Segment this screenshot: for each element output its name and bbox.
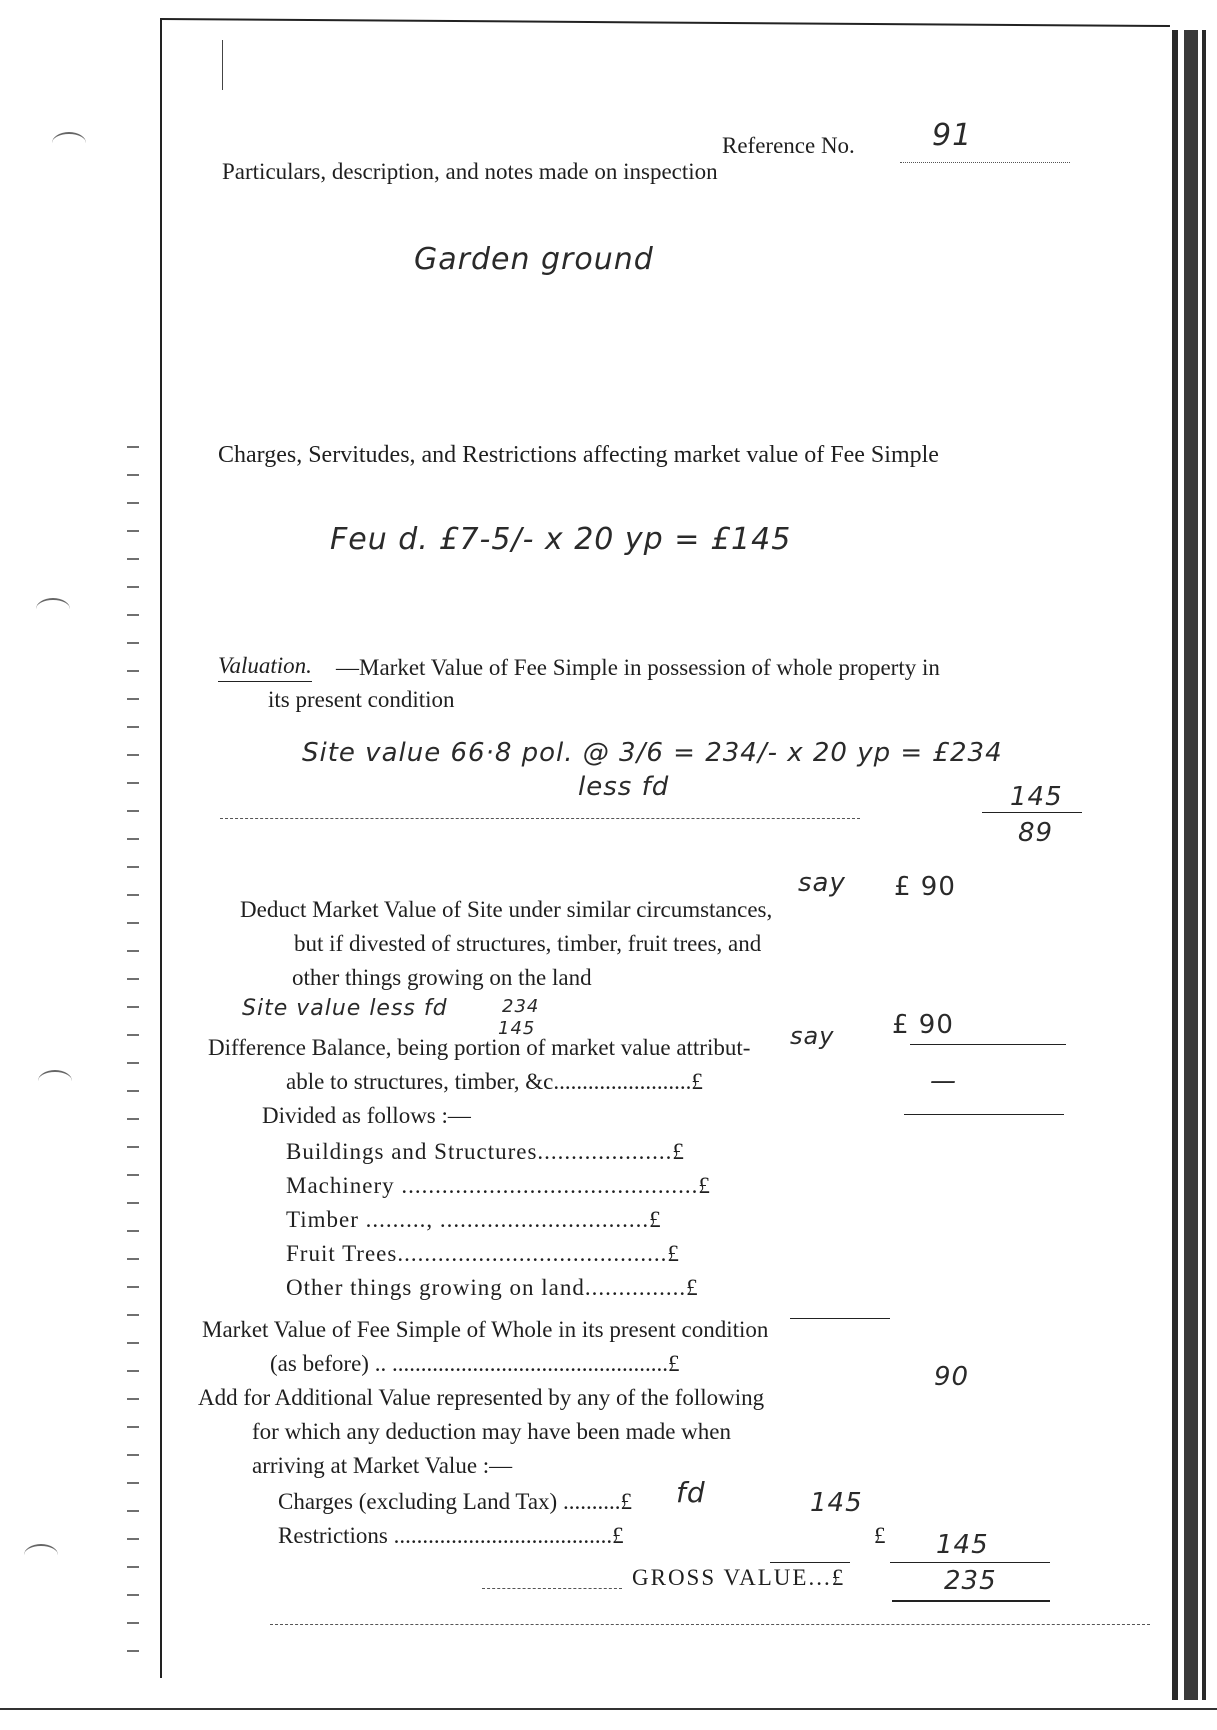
- difference-line-1: Difference Balance, being portion of market value attribut-: [208, 1035, 751, 1060]
- reference-label: Reference No.: [722, 133, 855, 158]
- amount-2: £ 90: [892, 1010, 954, 1040]
- valuation-feu-figure: 145: [1010, 782, 1063, 812]
- valuation-label-line-1: —Market Value of Fee Simple in possession of whole property in: [336, 655, 940, 680]
- add-line-1: Add for Additional Value represented by any of the following: [198, 1385, 765, 1410]
- difference-underline: [904, 1114, 1064, 1115]
- bottom-separator: [270, 1624, 1150, 1625]
- divided-item-machinery: Machinery ............................................£: [286, 1173, 711, 1198]
- restrictions-pound: £: [874, 1523, 886, 1548]
- gross-value-label: GROSS VALUE...£: [632, 1565, 846, 1590]
- market-line-2: (as before) .. ................................................£: [270, 1351, 680, 1376]
- divided-item-other: Other things growing on land...............£: [286, 1275, 699, 1300]
- amount-1: £ 90: [894, 872, 956, 902]
- difference-line-2: able to structures, timber, &c........................£: [286, 1069, 703, 1094]
- punch-hole-mark: [38, 1070, 72, 1092]
- valuation-less-feu: less fd: [578, 772, 670, 802]
- punch-hole-mark: [24, 1544, 58, 1566]
- add-line-3: arriving at Market Value :—: [252, 1453, 513, 1478]
- charges-item-note: fd: [676, 1476, 706, 1509]
- restrictions-item: Restrictions ......................................£: [278, 1523, 624, 1548]
- divided-item-timber: Timber ........., ...............................£: [286, 1207, 662, 1232]
- margin-ticks: [127, 420, 139, 1670]
- say-note-1: say: [798, 868, 846, 898]
- punch-hole-mark: [52, 132, 86, 154]
- particulars-note: Garden ground: [414, 242, 654, 277]
- page-inner-mark: [222, 40, 223, 90]
- reference-underline: [900, 162, 1070, 163]
- difference-amount: —: [930, 1066, 957, 1096]
- valuation-heading: Valuation.: [218, 652, 312, 682]
- gross-value-amount: 235: [944, 1566, 997, 1596]
- reference-value: 91: [932, 118, 973, 153]
- charges-item: Charges (excluding Land Tax) ..........£: [278, 1489, 632, 1514]
- deduct-line-2: but if divested of structures, timber, fruit trees, and: [294, 931, 762, 956]
- valuation-calculation: Site value 66·8 pol. @ 3/6 = 234/- x 20 yp = £234: [302, 738, 1003, 768]
- valuation-net-figure: 89: [1018, 818, 1054, 848]
- particulars-label: Particulars, description, and notes made on inspection: [222, 159, 718, 184]
- deduct-line-3: other things growing on the land: [292, 965, 592, 990]
- page-left-edge: [160, 18, 162, 1678]
- valuation-separator: [220, 818, 860, 819]
- deduct-note: Site value less fd: [242, 996, 448, 1021]
- binding-edge: [1202, 30, 1206, 1700]
- deduct-note-figure-1: 234: [502, 996, 540, 1017]
- punch-hole-mark: [36, 598, 70, 620]
- say-note-2: say: [790, 1022, 835, 1050]
- deduct-line-1: Deduct Market Value of Site under similar circumstances,: [240, 897, 773, 922]
- market-amount: 90: [934, 1362, 970, 1392]
- page-top-edge: [160, 18, 1170, 27]
- market-line-1: Market Value of Fee Simple of Whole in its present condition: [202, 1317, 769, 1342]
- divided-item-fruit-trees: Fruit Trees........................................£: [286, 1241, 680, 1266]
- charges-label: Charges, Servitudes, and Restrictions affecting market value of Fee Simple: [218, 442, 939, 468]
- gross-value-underline: [892, 1600, 1050, 1602]
- restrictions-rule-1: [770, 1562, 850, 1563]
- add-line-2: for which any deduction may have been made when: [252, 1419, 731, 1444]
- deduct-note-figure-2: 145: [498, 1018, 536, 1039]
- divided-label: Divided as follows :—: [262, 1103, 471, 1128]
- restrictions-rule-2: [890, 1562, 1050, 1563]
- binding-edge: [1184, 30, 1198, 1700]
- divided-total-rule: [790, 1318, 890, 1319]
- amount-2-underline: [910, 1044, 1066, 1045]
- divided-item-buildings: Buildings and Structures....................£: [286, 1139, 685, 1164]
- restrictions-amount: 145: [936, 1530, 989, 1560]
- valuation-label-line-2: its present condition: [268, 687, 455, 712]
- charges-item-amount: 145: [810, 1488, 863, 1518]
- valuation-sum-rule: [982, 812, 1082, 813]
- charges-note: Feu d. £7-5/- x 20 yp = £145: [330, 522, 792, 557]
- page-bottom-edge: [0, 1708, 1217, 1710]
- binding-edge: [1172, 30, 1178, 1700]
- gross-separator: [482, 1588, 622, 1589]
